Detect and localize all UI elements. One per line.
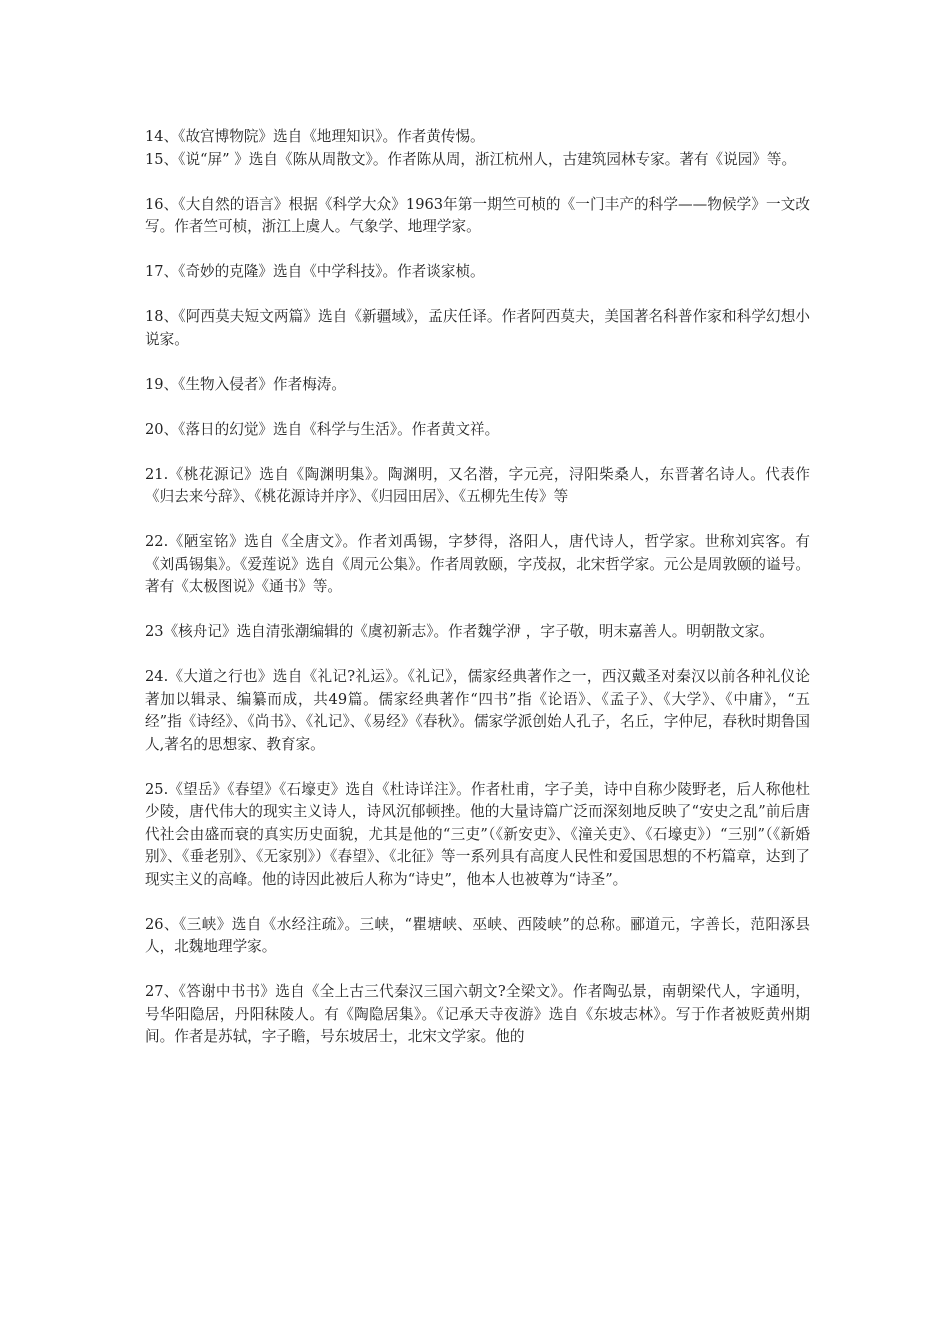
paragraph-23: 23《核舟记》选自清张潮编辑的《虞初新志》。作者魏学洢 ，字子敬，明末嘉善人。明朝散文家。: [145, 623, 774, 640]
paragraph-17: 17、《奇妙的克隆》选自《中学科技》。作者谈家桢。: [145, 263, 485, 280]
paragraph-18: 18、《阿西莫夫短文两篇》选自《新疆域》，孟庆任译。作者阿西莫夫，美国著名科普作家和科学幻想小说家。: [145, 308, 810, 348]
paragraph-16: 16、《大自然的语言》根据《科学大众》1963年第一期竺可桢的《一门丰产的科学——物候学》一文改写。作者竺可桢，浙江上虞人。气象学、地理学家。: [145, 195, 810, 235]
paragraph-21: 21.《桃花源记》选自《陶渊明集》。陶渊明，又名潜，字元亮，浔阳柴桑人，东晋著名诗人。代表作《归去来兮辞》、《桃花源诗并序》、《归园田居》、《五柳先生传》等: [145, 465, 810, 505]
paragraph-20: 20、《落日的幻觉》选自《科学与生活》。作者黄文祥。: [145, 420, 500, 438]
paragraph-27: 27、《答谢中书书》选自《全上古三代秦汉三国六朝文?全梁文》。作者陶弘景，南朝梁代人，字通明，号华阳隐居，丹阳秣陵人。有《陶隐居集》。《记承天寺夜游》选自《东坡志林》。写于作者被贬黄州期间。作者是苏轼，字子瞻，号东坡居士，北宋文学家。他的: [145, 983, 810, 1045]
paragraph-19: 19、《生物入侵者》作者梅涛。: [145, 375, 346, 393]
paragraph-22: 22.《陋室铭》选自《全唐文》。作者刘禹锡，字梦得，洛阳人，唐代诗人，哲学家。世称刘宾客。有《刘禹锡集》。《爱莲说》选自《周元公集》。作者周敦颐，字茂叔，北宋哲学家。元公是周敦颐的谥号。著有《太极图说》《通书》等。: [145, 533, 810, 595]
paragraph-26: 26、《三峡》选自《水经注疏》。三峡，“瞿塘峡、巫峡、西陵峡”的总称。郦道元，字善长，范阳涿县人，北魏地理学家。: [145, 915, 810, 955]
paragraph-24: 24.《大道之行也》选自《礼记?礼运》。《礼记》，儒家经典著作之一，西汉戴圣对秦汉以前各种礼仪论著加以辑录、编纂而成，共49篇。儒家经典著作“四书”指《论语》、《孟子》、《大学》、《中庸》，“五经”指《诗经》、《尚书》、《礼记》、《易经》《春秋》。儒家学派创始人孔子，名丘，字仲尼，春秋时期鲁国人,著名的思想家、教育家。: [145, 668, 810, 753]
paragraph-15: 15、《说“屏” 》选自《陈从周散文》。作者陈从周，浙江杭州人，古建筑园林专家。著有《说园》等。: [145, 150, 797, 168]
paragraph-14: 14、《故宫博物院》选自《地理知识》。作者黄传惕。: [145, 128, 485, 145]
document-page: [145, 126, 810, 1071]
paragraph-25: 25.《望岳》《春望》《石壕吏》选自《杜诗详注》。作者杜甫，字子美，诗中自称少陵野老，后人称他杜少陵，唐代伟大的现实主义诗人，诗风沉郁顿挫。他的大量诗篇广泛而深刻地反映了“安史之乱”前后唐代社会由盛而衰的真实历史面貌，尤其是他的“三吏”（《新安吏》、《潼关吏》、《石壕吏》）“三别”（《新婚别》、《垂老别》、《无家别》）《春望》、《北征》等一系列具有高度人民性和爱国思想的不朽篇章，达到了现实主义的高峰。他的诗因此被后人称为“诗史”，他本人也被尊为“诗圣”。: [145, 780, 810, 888]
